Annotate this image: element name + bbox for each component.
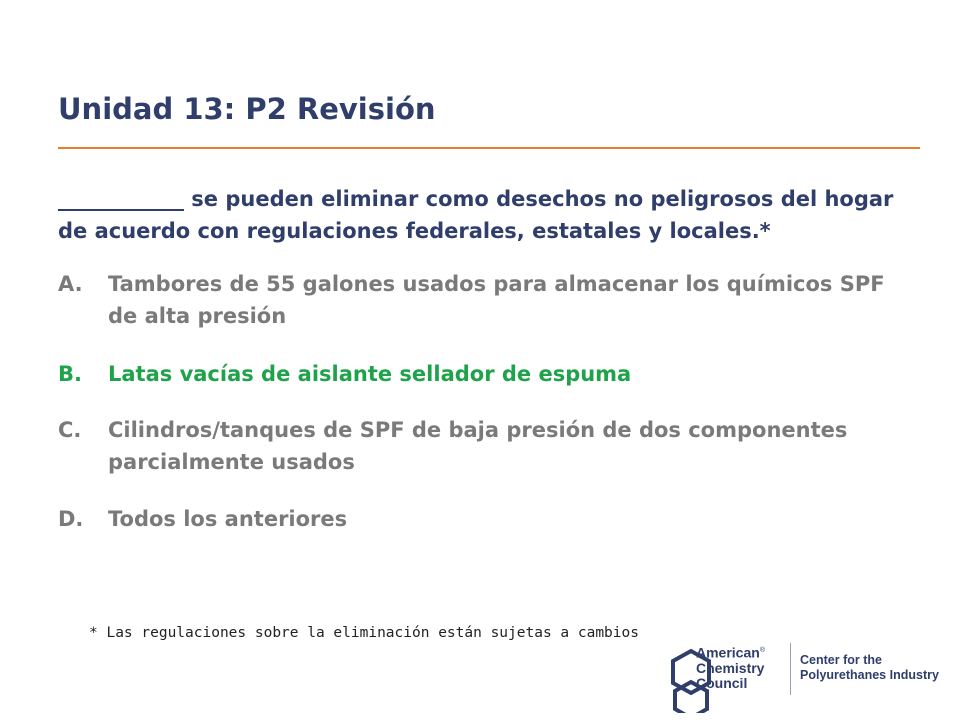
question-text <box>58 183 918 247</box>
option-letter: A. <box>58 272 83 296</box>
answer-blank: ____________ <box>58 187 184 211</box>
cpi-wordmark <box>800 653 939 683</box>
org-line-2: Chemistry <box>696 659 765 676</box>
acc-cpi-logo <box>662 637 942 713</box>
option-letter: D. <box>58 507 84 531</box>
slide-title: Unidad 13: P2 Revisión <box>58 92 436 126</box>
option-text: Cilindros/tanques de SPF de baja presión de dos componentes parcialmente usados <box>108 418 848 474</box>
option-a <box>58 268 918 332</box>
org-line-3: Council <box>696 674 748 691</box>
option-letter: C. <box>58 418 82 442</box>
question-body: se pueden eliminar como desechos no peligrosos del hogar de acuerdo con regulaciones federales, estatales y locales.* <box>58 187 894 243</box>
option-text: Latas vacías de aislante sellador de espuma <box>108 362 632 386</box>
logo-divider <box>790 643 791 695</box>
option-letter: B. <box>58 362 82 386</box>
footnote: * Las regulaciones sobre la eliminación están sujetas a cambios <box>89 625 639 641</box>
acc-wordmark <box>696 643 765 691</box>
center-line-1: Center for the <box>800 653 882 667</box>
org-line-1: American <box>696 644 760 661</box>
option-d <box>58 503 918 535</box>
option-b-correct <box>58 358 918 390</box>
center-line-2: Polyurethanes Industry <box>800 668 939 682</box>
title-divider <box>58 147 920 149</box>
option-text: Todos los anteriores <box>108 507 348 531</box>
registered-mark: ® <box>759 647 765 654</box>
option-c <box>58 414 918 478</box>
option-text: Tambores de 55 galones usados para almacenar los químicos SPF de alta presión <box>108 272 885 328</box>
